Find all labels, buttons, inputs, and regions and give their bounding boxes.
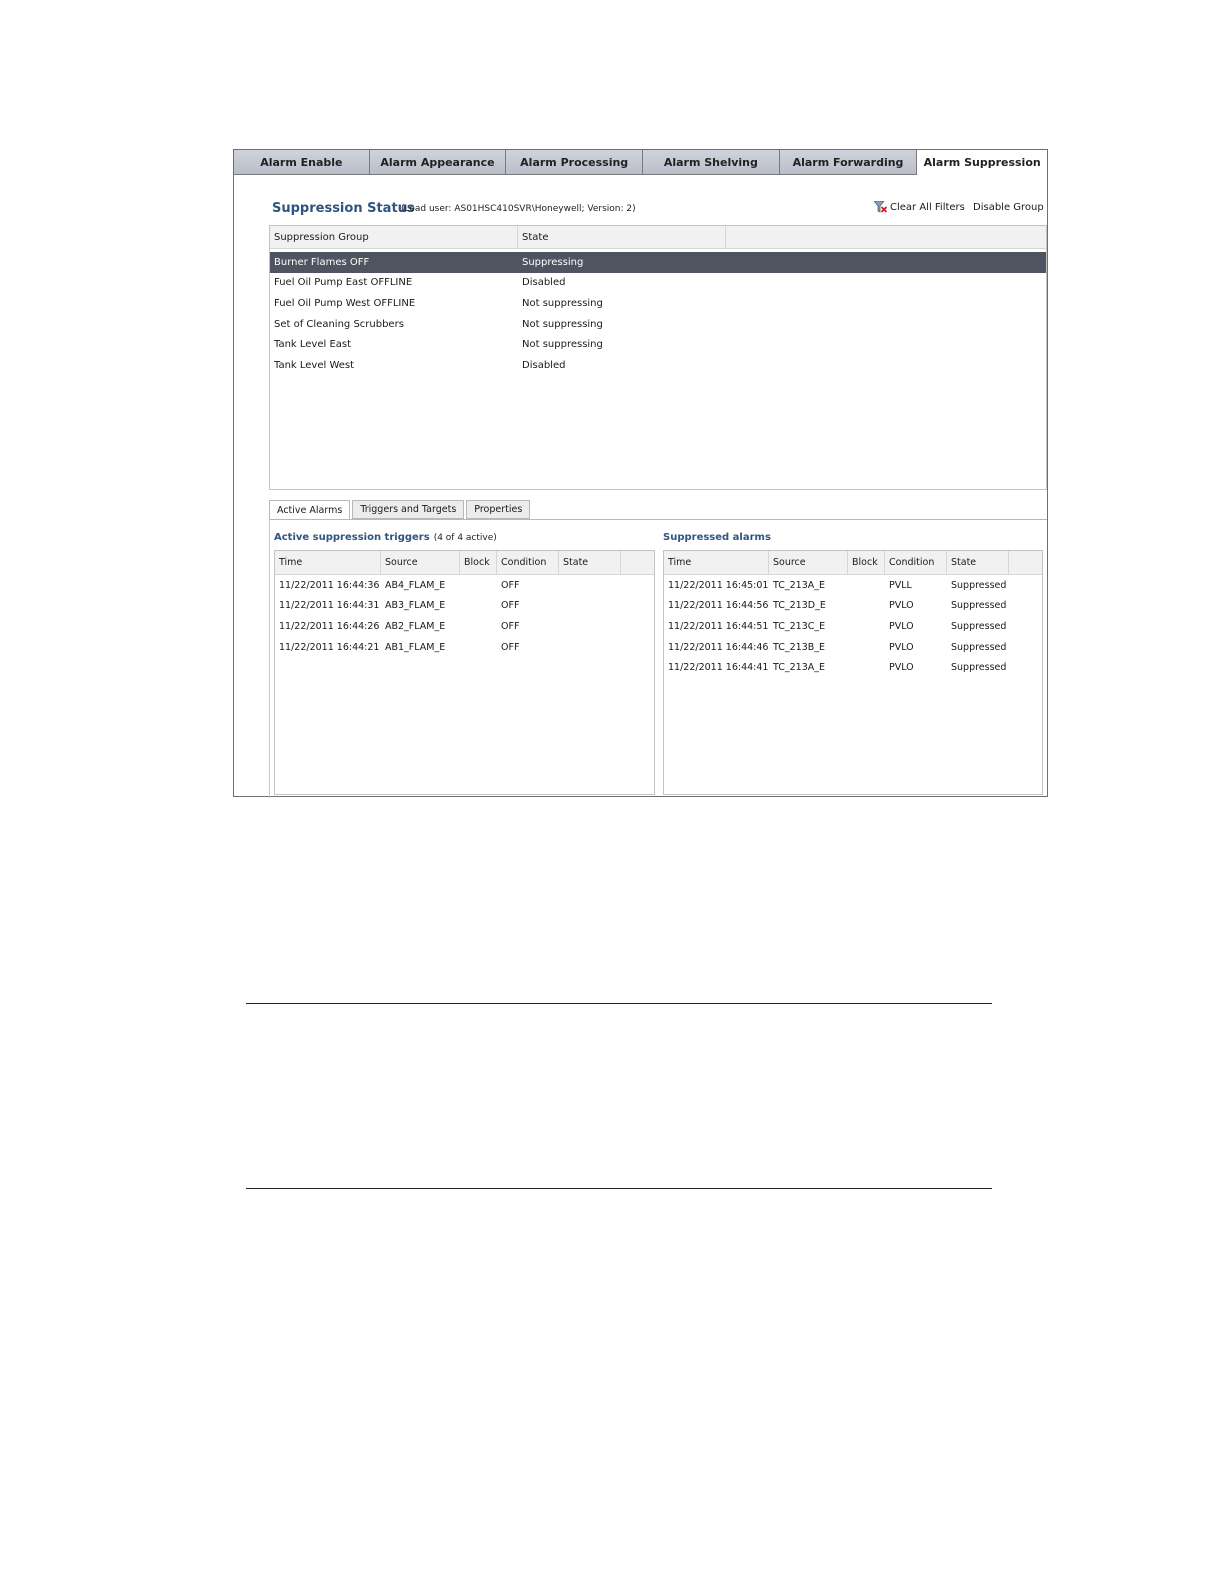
column-header-block[interactable]: Block [848,551,885,574]
disable-group-button[interactable]: Disable Group [973,202,1044,213]
cell-time: 11/22/2011 16:44:31 [279,600,380,612]
cell-condition: OFF [501,579,520,591]
table-row[interactable] [270,314,1046,335]
suppressed-alarms-table [663,550,1043,795]
table-header [275,551,654,575]
cell-condition: PVLO [889,600,914,612]
horizontal-rule [246,1188,992,1189]
tab-alarm-appearance[interactable]: Alarm Appearance [370,150,507,175]
clear-all-filters-button[interactable] [874,201,965,213]
cell-source: AB4_FLAM_E [385,579,446,591]
tab-alarm-suppression[interactable]: Alarm Suppression [917,150,1047,175]
page-title: Suppression Status [272,201,415,216]
cell-source: TC_213C_E [773,620,826,632]
tab-active-alarms[interactable]: Active Alarms [269,500,350,520]
cell-time: 11/22/2011 16:44:21 [279,641,380,653]
active-triggers-table [274,550,655,795]
table-row[interactable] [270,334,1046,355]
tab-alarm-processing[interactable]: Alarm Processing [506,150,643,175]
cell-source: AB3_FLAM_E [385,600,446,612]
cell-state: Suppressed [951,620,1007,632]
cell-source: TC_213D_E [773,600,826,612]
group-name: Burner Flames OFF [274,256,370,268]
group-state: Not suppressing [522,318,603,330]
table-row[interactable] [270,355,1046,376]
main-tab-bar [234,150,1047,175]
tab-alarm-shelving[interactable]: Alarm Shelving [643,150,780,175]
column-header-suppression-group[interactable]: Suppression Group [270,226,518,248]
active-alarms-panel [269,519,1047,798]
cell-source: TC_213A_E [773,662,826,674]
group-state: Disabled [522,277,566,289]
cell-condition: OFF [501,620,520,632]
table-row[interactable] [664,637,1042,658]
group-name: Fuel Oil Pump West OFFLINE [274,297,416,309]
cell-state: Suppressed [951,600,1007,612]
table-row[interactable] [270,273,1046,294]
cell-state: Suppressed [951,662,1007,674]
cell-condition: PVLO [889,662,914,674]
cell-condition: OFF [501,600,520,612]
triggers-title-text: Active suppression triggers [274,532,430,543]
tab-alarm-forwarding[interactable]: Alarm Forwarding [780,150,918,175]
suppressed-alarms-title: Suppressed alarms [663,532,771,543]
clear-all-filters-label: Clear All Filters [890,201,965,213]
table-row[interactable] [270,252,1046,273]
column-header-condition[interactable]: Condition [885,551,947,574]
table-row[interactable] [275,616,654,637]
tab-triggers-and-targets[interactable]: Triggers and Targets [352,500,464,519]
table-header [270,226,1046,249]
cell-condition: PVLL [889,579,912,591]
group-name: Tank Level East [274,339,352,351]
column-header-condition[interactable]: Condition [497,551,559,574]
clear-filter-icon [874,201,887,213]
tab-alarm-enable[interactable]: Alarm Enable [234,150,370,175]
cell-time: 11/22/2011 16:44:41 [668,662,769,674]
table-row[interactable] [664,596,1042,617]
table-row[interactable] [664,616,1042,637]
triggers-title [274,532,497,543]
triggers-count: (4 of 4 active) [433,533,497,543]
cell-condition: PVLO [889,620,914,632]
alarm-configuration-window [233,149,1048,797]
cell-state: Suppressed [951,641,1007,653]
cell-time: 11/22/2011 16:44:46 [668,641,769,653]
cell-state: Suppressed [951,579,1007,591]
tab-properties[interactable]: Properties [466,500,530,519]
column-header-source[interactable]: Source [769,551,848,574]
column-header-time[interactable]: Time [275,551,381,574]
group-state: Disabled [522,359,566,371]
column-header-state[interactable]: State [947,551,1009,574]
column-header-source[interactable]: Source [381,551,460,574]
cell-source: AB2_FLAM_E [385,620,446,632]
cell-condition: PVLO [889,641,914,653]
table-row[interactable] [275,575,654,596]
group-name: Set of Cleaning Scrubbers [274,318,404,330]
horizontal-rule [246,1003,992,1004]
column-header-time[interactable]: Time [664,551,769,574]
cell-time: 11/22/2011 16:44:56 [668,600,769,612]
column-header-block[interactable]: Block [460,551,497,574]
group-state: Not suppressing [522,339,603,351]
detail-tab-bar [269,500,532,520]
group-name: Tank Level West [274,359,355,371]
cell-time: 11/22/2011 16:45:01 [668,579,769,591]
table-row[interactable] [270,293,1046,314]
cell-time: 11/22/2011 16:44:51 [668,620,769,632]
cell-time: 11/22/2011 16:44:36 [279,579,380,591]
table-row[interactable] [275,596,654,617]
cell-condition: OFF [501,641,520,653]
table-row[interactable] [275,637,654,658]
load-user-info: (Load user: AS01HSC410SVR\Honeywell; Version: 2) [401,204,636,214]
cell-time: 11/22/2011 16:44:26 [279,620,380,632]
column-header-state[interactable]: State [518,226,726,248]
suppression-group-table [269,225,1047,490]
table-row[interactable] [664,657,1042,678]
group-state: Not suppressing [522,297,603,309]
cell-source: TC_213B_E [773,641,826,653]
table-row[interactable] [664,575,1042,596]
cell-source: TC_213A_E [773,579,826,591]
column-header-state[interactable]: State [559,551,621,574]
group-name: Fuel Oil Pump East OFFLINE [274,277,413,289]
group-state: Suppressing [522,256,584,268]
table-header [664,551,1042,575]
cell-source: AB1_FLAM_E [385,641,446,653]
